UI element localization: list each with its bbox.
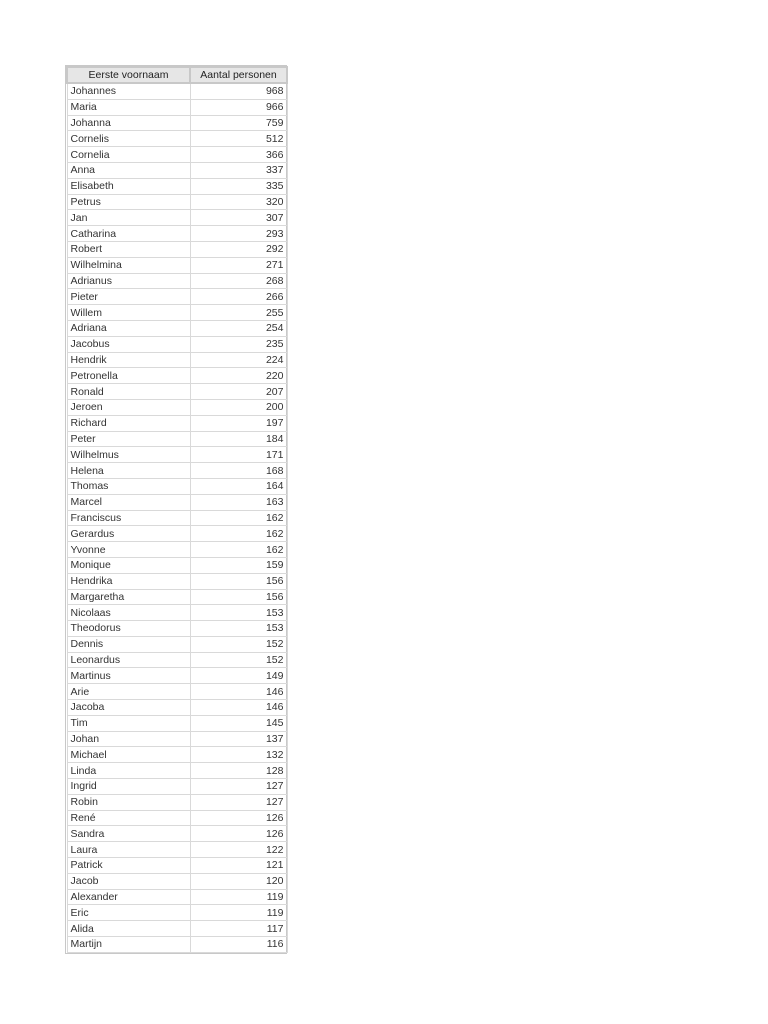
person-count-cell: 254 [190,320,287,336]
table-row [67,99,287,115]
table-row [67,415,287,431]
first-name-cell: Margaretha [67,589,190,605]
table-row [67,162,287,178]
table-row [67,636,287,652]
table-row [67,431,287,447]
person-count-cell: 164 [190,478,287,494]
first-name-cell: Jacob [67,873,190,889]
table-body [67,83,287,952]
table-row [67,715,287,731]
person-count-cell: 120 [190,873,287,889]
person-count-cell: 146 [190,700,287,716]
first-name-cell: Thomas [67,478,190,494]
table-row [67,557,287,573]
first-name-cell: René [67,810,190,826]
person-count-cell: 200 [190,399,287,415]
first-name-cell: Theodorus [67,621,190,637]
first-name-cell: Johan [67,731,190,747]
person-count-cell: 145 [190,715,287,731]
first-name-cell: Ronald [67,384,190,400]
table-row [67,210,287,226]
person-count-cell: 271 [190,257,287,273]
person-count-cell: 122 [190,842,287,858]
person-count-cell: 116 [190,937,287,953]
person-count-cell: 128 [190,763,287,779]
table-row [67,668,287,684]
first-name-cell: Martijn [67,937,190,953]
first-name-cell: Jeroen [67,399,190,415]
first-name-cell: Catharina [67,226,190,242]
person-count-cell: 119 [190,905,287,921]
table-row [67,510,287,526]
person-count-cell: 121 [190,858,287,874]
table-row [67,826,287,842]
person-count-cell: 126 [190,826,287,842]
first-name-cell: Monique [67,557,190,573]
person-count-cell: 156 [190,573,287,589]
person-count-cell: 127 [190,779,287,795]
table-row [67,605,287,621]
person-count-cell: 146 [190,684,287,700]
person-count-cell: 197 [190,415,287,431]
table-row [67,384,287,400]
first-name-cell: Eric [67,905,190,921]
table-row [67,937,287,953]
first-name-cell: Willem [67,305,190,321]
person-count-cell: 152 [190,636,287,652]
person-count-cell: 137 [190,731,287,747]
first-name-cell: Alida [67,921,190,937]
person-count-cell: 162 [190,542,287,558]
first-name-cell: Ingrid [67,779,190,795]
table-row [67,905,287,921]
first-name-cell: Petrus [67,194,190,210]
table-row [67,873,287,889]
table-row [67,368,287,384]
person-count-cell: 320 [190,194,287,210]
person-count-cell: 162 [190,526,287,542]
person-count-cell: 119 [190,889,287,905]
first-name-cell: Helena [67,463,190,479]
first-name-cell: Nicolaas [67,605,190,621]
table-row [67,273,287,289]
first-name-cell: Jacobus [67,336,190,352]
first-name-cell: Robert [67,241,190,257]
first-name-cell: Adrianus [67,273,190,289]
first-name-cell: Marcel [67,494,190,510]
person-count-cell: 162 [190,510,287,526]
first-name-cell: Maria [67,99,190,115]
first-name-cell: Yvonne [67,542,190,558]
table-row [67,526,287,542]
table-row [67,336,287,352]
table-row [67,652,287,668]
first-name-cell: Patrick [67,858,190,874]
table-row [67,241,287,257]
table-header-row [67,67,287,83]
first-name-cell: Wilhelmina [67,257,190,273]
person-count-cell: 255 [190,305,287,321]
first-name-cell: Anna [67,162,190,178]
person-count-cell: 337 [190,162,287,178]
table-row [67,921,287,937]
first-name-cell: Leonardus [67,652,190,668]
first-name-cell: Martinus [67,668,190,684]
table-row [67,573,287,589]
first-name-cell: Cornelis [67,131,190,147]
table-row [67,115,287,131]
first-name-cell: Hendrika [67,573,190,589]
table-row [67,178,287,194]
first-name-cell: Dennis [67,636,190,652]
table-row [67,305,287,321]
first-names-table [66,66,288,953]
table-row [67,352,287,368]
person-count-cell: 207 [190,384,287,400]
person-count-cell: 163 [190,494,287,510]
person-count-cell: 266 [190,289,287,305]
first-name-cell: Adriana [67,320,190,336]
table-row [67,494,287,510]
person-count-cell: 127 [190,794,287,810]
first-name-cell: Hendrik [67,352,190,368]
person-count-cell: 126 [190,810,287,826]
table-row [67,320,287,336]
first-name-cell: Sandra [67,826,190,842]
person-count-cell: 153 [190,605,287,621]
person-count-cell: 966 [190,99,287,115]
person-count-cell: 224 [190,352,287,368]
first-name-cell: Elisabeth [67,178,190,194]
table-row [67,858,287,874]
table-row [67,684,287,700]
first-name-cell: Cornelia [67,147,190,163]
person-count-cell: 153 [190,621,287,637]
first-name-cell: Robin [67,794,190,810]
person-count-cell: 968 [190,83,287,99]
person-count-cell: 156 [190,589,287,605]
table-row [67,147,287,163]
person-count-cell: 335 [190,178,287,194]
first-name-cell: Johannes [67,83,190,99]
first-name-cell: Tim [67,715,190,731]
table-row [67,542,287,558]
person-count-cell: 759 [190,115,287,131]
table-row [67,794,287,810]
person-count-cell: 184 [190,431,287,447]
first-name-cell: Michael [67,747,190,763]
person-count-cell: 171 [190,447,287,463]
person-count-cell: 117 [190,921,287,937]
first-name-cell: Franciscus [67,510,190,526]
table-row [67,447,287,463]
person-count-cell: 168 [190,463,287,479]
table-row [67,478,287,494]
table-row [67,257,287,273]
first-name-cell: Peter [67,431,190,447]
table-row [67,83,287,99]
first-name-cell: Wilhelmus [67,447,190,463]
person-count-cell: 152 [190,652,287,668]
table-row [67,463,287,479]
table-row [67,194,287,210]
person-count-cell: 292 [190,241,287,257]
table-row [67,779,287,795]
first-name-cell: Gerardus [67,526,190,542]
table-row [67,731,287,747]
names-table-container [65,65,287,954]
person-count-cell: 132 [190,747,287,763]
column-header-first-name: Eerste voornaam [67,67,190,83]
person-count-cell: 512 [190,131,287,147]
column-header-person-count: Aantal personen [190,67,287,83]
first-name-cell: Alexander [67,889,190,905]
person-count-cell: 366 [190,147,287,163]
person-count-cell: 307 [190,210,287,226]
table-row [67,747,287,763]
person-count-cell: 159 [190,557,287,573]
table-row [67,226,287,242]
table-row [67,399,287,415]
first-name-cell: Arie [67,684,190,700]
first-name-cell: Jacoba [67,700,190,716]
table-row [67,700,287,716]
table-row [67,621,287,637]
first-name-cell: Laura [67,842,190,858]
first-name-cell: Linda [67,763,190,779]
table-row [67,889,287,905]
first-name-cell: Jan [67,210,190,226]
person-count-cell: 235 [190,336,287,352]
table-row [67,763,287,779]
table-row [67,810,287,826]
table-row [67,842,287,858]
table-row [67,589,287,605]
first-name-cell: Johanna [67,115,190,131]
first-name-cell: Richard [67,415,190,431]
person-count-cell: 149 [190,668,287,684]
first-name-cell: Pieter [67,289,190,305]
first-name-cell: Petronella [67,368,190,384]
person-count-cell: 268 [190,273,287,289]
table-row [67,289,287,305]
table-row [67,131,287,147]
person-count-cell: 293 [190,226,287,242]
person-count-cell: 220 [190,368,287,384]
